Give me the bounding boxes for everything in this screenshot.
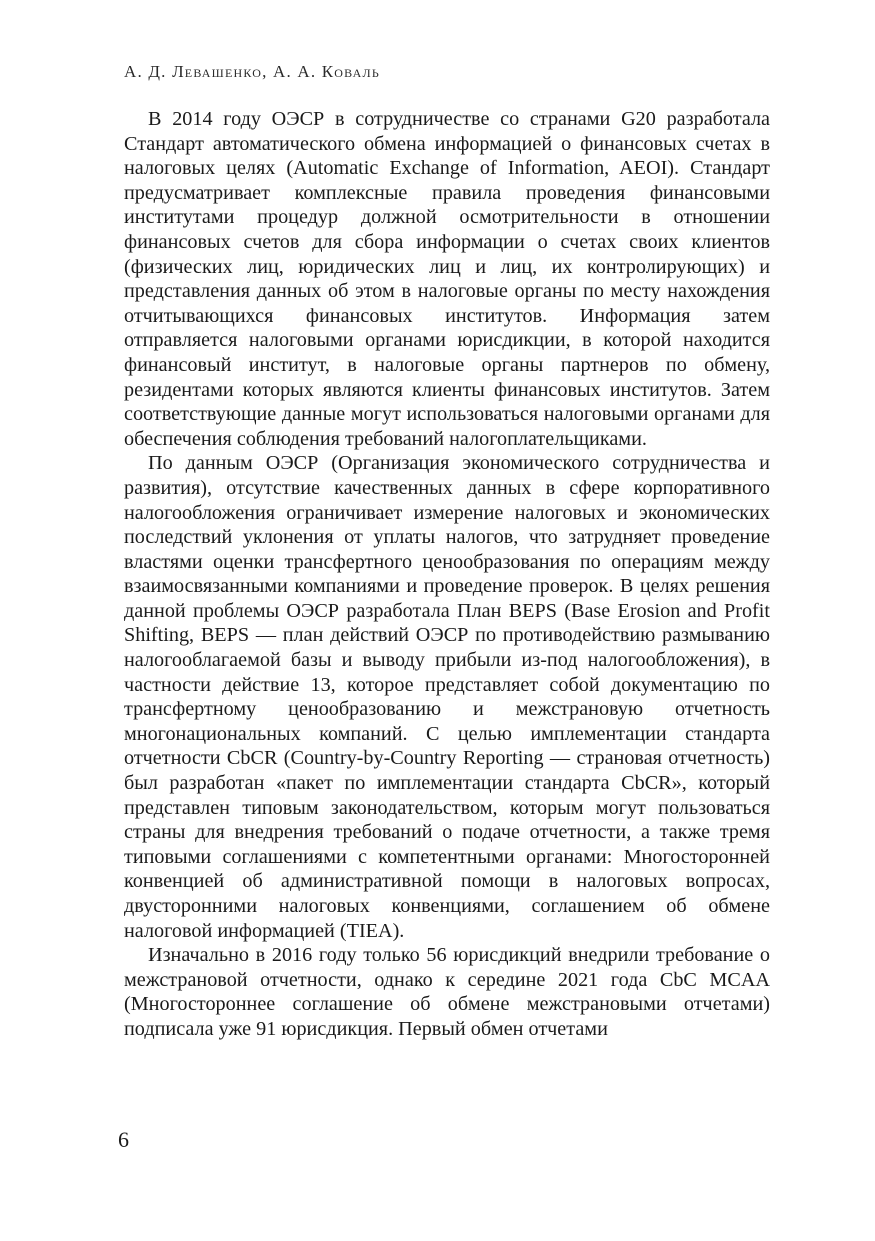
paragraph-cbc-mcaa: Изначально в 2016 году только 56 юрисдикций внедрили требование о межстрановой отчетности, однако к середине 2021 года CbC MCAA (Многостороннее соглашение об обмене межстрановыми отчетами) подписала уже 91 юрисдикция. Первый обмен отчетами — [124, 944, 770, 1040]
page-number: 6 — [118, 1127, 129, 1152]
paragraph-aeoi-standard: В 2014 году ОЭСР в сотрудничестве со странами G20 разработала Стандарт автоматического обмена информацией о финансовых счетах в налоговых целях (Automatic Exchange of Information, AEOI). Стандарт предусматривает комплексные правила проведения финансовыми институтами процедур должной осмотрительности в отношении финансовых счетов для сбора информации о счетах своих клиентов (физических лиц, юридических лиц и лиц, их контролирующих) и представления данных об этом в налоговые органы по месту нахождения отчитывающихся финансовых институтов. Информация затем отправляется налоговыми органами юрисдикции, в которой находится финансовый институт, в налоговые органы партнеров по обмену, резидентами которых являются клиенты финансовых институтов. Затем соответствующие данные могут использоваться налоговыми органами для обеспечения соблюдения требований налогоплательщиками. — [124, 108, 770, 450]
paragraph-beps-cbcr: По данным ОЭСР (Организация экономического сотрудничества и развития), отсутствие качественных данных в сфере корпоративного налогообложения ограничивает измерение налоговых и экономических последствий уклонения от уплаты налогов, что затрудняет проведение властями оценки трансфертного ценообразования по операциям между взаимосвязанными компаниями и проведение проверок. В целях решения данной проблемы ОЭСР разработала План BEPS (Base Erosion and Profit Shifting, BEPS — план действий ОЭСР по противодействию размыванию налогооблагаемой базы и выводу прибыли из-под налогообложения), в частности действие 13, которое представляет собой документацию по трансфертному ценообразованию и межстрановую отчетность многонациональных компаний. С целью имплементации стандарта отчетности CbCR (Country-by-Country Reporting — страновая отчетность) был разработан «пакет по имплементации стандарта CbCR», который представлен типовым законодательством, которым могут пользоваться страны для внедрения требований о подаче отчетности, а также тремя типовыми соглашениями с компетентными органами: Многосторонней конвенцией об административной помощи в налоговых вопросах, двусторонними налоговых конвенциями, соглашением об обмене налоговой информацией (TIEA). — [124, 452, 770, 942]
running-head-authors: А. Д. Левашенко, А. А. Коваль — [124, 62, 380, 81]
body-text — [124, 107, 770, 1042]
